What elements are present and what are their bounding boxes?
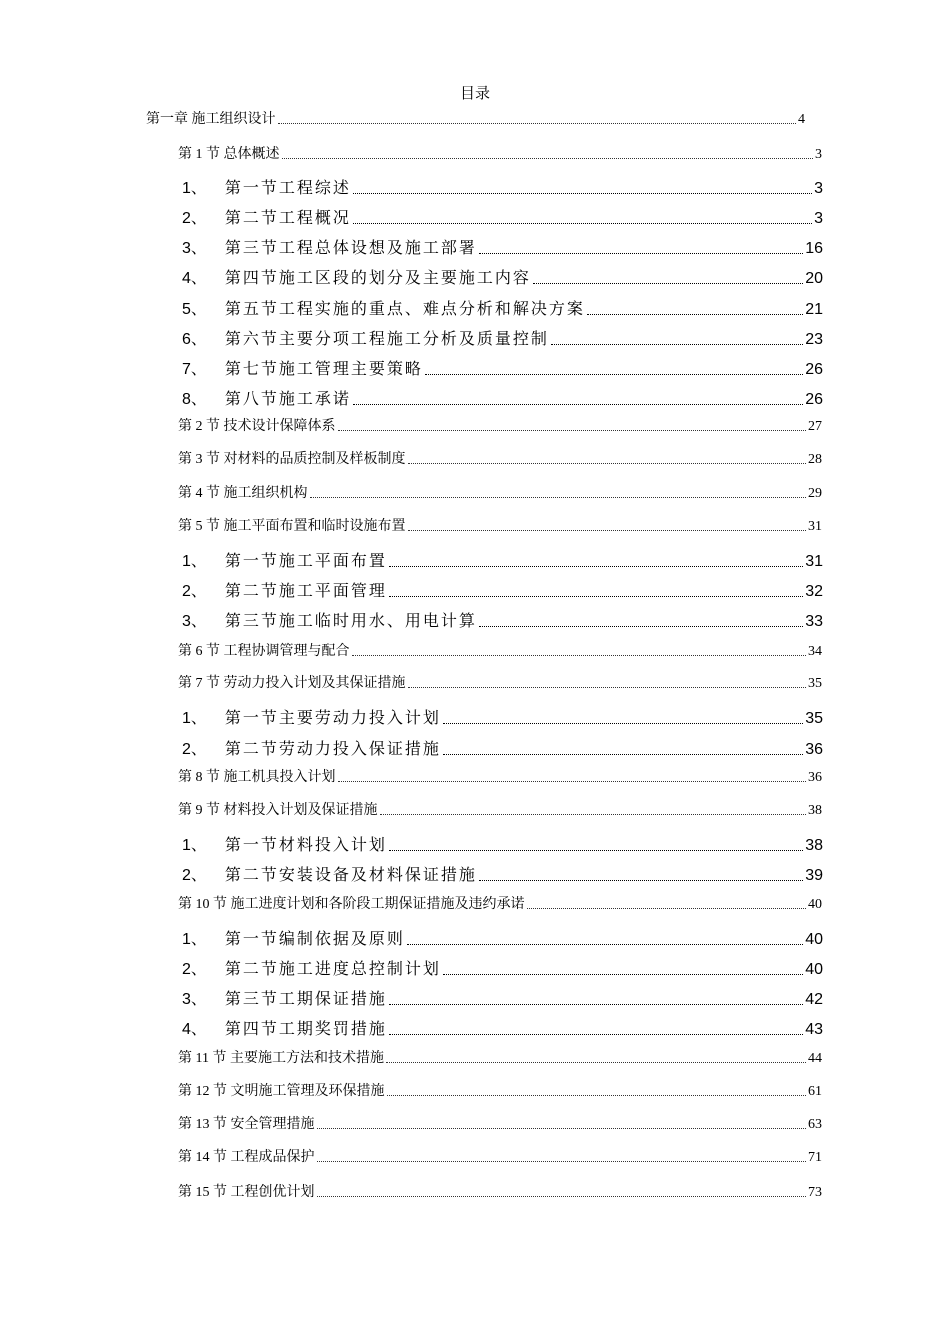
dot-leader — [387, 1095, 807, 1096]
toc-entry-label: 第二节工程概况 — [224, 208, 351, 227]
toc-entry-label: 第一节主要劳动力投入计划 — [224, 708, 441, 727]
toc-entry-label: 第 15 节 工程创优计划 — [178, 1185, 315, 1200]
toc-entry[interactable] — [182, 608, 823, 631]
toc-entry-page-number: 3 — [814, 180, 823, 197]
toc-entry[interactable] — [178, 893, 822, 913]
toc-entry-label: 第二节劳动力投入保证措施 — [224, 739, 441, 758]
toc-entry-number: 7、 — [182, 361, 207, 378]
toc-entry-number: 1、 — [182, 931, 207, 948]
toc-entry-label: 第 5 节 施工平面布置和临时设施布置 — [178, 519, 406, 534]
dot-leader — [389, 596, 803, 597]
toc-entry[interactable] — [178, 415, 822, 435]
toc-entry-page-number: 44 — [808, 1051, 822, 1066]
toc-entry[interactable] — [178, 799, 822, 819]
toc-entry-label: 第 1 节 总体概述 — [178, 147, 280, 162]
toc-entry-page-number: 27 — [808, 419, 822, 434]
toc-entry[interactable] — [178, 1181, 822, 1201]
toc-entry-number: 4、 — [182, 1021, 207, 1038]
toc-entry[interactable] — [182, 736, 823, 759]
toc-entry-page-number: 38 — [805, 837, 823, 854]
dot-leader — [533, 283, 803, 284]
toc-entry[interactable] — [182, 862, 823, 885]
dot-leader — [527, 908, 807, 909]
toc-entry-page-number: 35 — [805, 710, 823, 727]
toc-entry-page-number: 16 — [805, 240, 823, 257]
dot-leader — [408, 463, 807, 464]
toc-entry-label: 第 11 节 主要施工方法和技术措施 — [178, 1051, 384, 1066]
toc-entry-page-number: 31 — [808, 519, 822, 534]
dot-leader — [317, 1161, 807, 1162]
toc-entry[interactable] — [182, 832, 823, 855]
toc-entry-page-number: 33 — [805, 613, 823, 630]
toc-entry-page-number: 42 — [805, 991, 823, 1008]
toc-entry-page-number: 32 — [805, 583, 823, 600]
toc-entry-number: 4、 — [182, 270, 207, 287]
toc-entry[interactable] — [182, 296, 823, 319]
toc-entry-label: 第三节施工临时用水、用电计算 — [224, 611, 477, 630]
toc-entry[interactable] — [182, 926, 823, 949]
toc-entry-label: 第 13 节 安全管理措施 — [178, 1117, 315, 1132]
dot-leader — [352, 655, 807, 656]
toc-entry-number: 2、 — [182, 867, 207, 884]
toc-entry[interactable] — [178, 766, 822, 786]
toc-entry[interactable] — [178, 448, 822, 468]
toc-entry-page-number: 4 — [798, 112, 805, 127]
dot-leader — [386, 1062, 806, 1063]
toc-entry-label: 第五节工程实施的重点、难点分析和解决方案 — [224, 299, 585, 318]
dot-leader — [310, 497, 807, 498]
toc-entry[interactable] — [178, 1113, 822, 1133]
toc-entry-page-number: 73 — [808, 1185, 822, 1200]
toc-entry-label: 第一章 施工组织设计 — [146, 112, 276, 127]
toc-entry-label: 第七节施工管理主要策略 — [224, 359, 423, 378]
dot-leader — [282, 158, 814, 159]
toc-entry-page-number: 20 — [805, 270, 823, 287]
toc-entry-number: 1、 — [182, 180, 207, 197]
toc-entry-number: 3、 — [182, 240, 207, 257]
dot-leader — [408, 687, 807, 688]
toc-entry-label: 第四节工期奖罚措施 — [224, 1019, 387, 1038]
toc-entry-number: 5、 — [182, 301, 207, 318]
toc-entry-label: 第八节施工承诺 — [224, 389, 351, 408]
toc-entry-label: 第 2 节 技术设计保障体系 — [178, 419, 336, 434]
toc-entry[interactable] — [178, 672, 822, 692]
dot-leader — [587, 314, 803, 315]
toc-entry-page-number: 3 — [815, 147, 822, 162]
toc-entry[interactable] — [182, 205, 823, 228]
toc-entry-page-number: 34 — [808, 644, 822, 659]
toc-entry-label: 第 12 节 文明施工管理及环保措施 — [178, 1084, 385, 1099]
toc-entry[interactable] — [178, 515, 822, 535]
dot-leader — [353, 223, 812, 224]
toc-entry-label: 第二节安装设备及材料保证措施 — [224, 865, 477, 884]
dot-leader — [353, 193, 812, 194]
toc-entry-page-number: 36 — [808, 770, 822, 785]
toc-entry-page-number: 21 — [805, 301, 823, 318]
toc-entry-label: 第一节施工平面布置 — [224, 551, 387, 570]
dot-leader — [389, 1004, 803, 1005]
toc-entry[interactable] — [182, 175, 823, 198]
toc-entry[interactable] — [182, 265, 823, 288]
dot-leader — [407, 944, 803, 945]
toc-entry-page-number: 40 — [808, 897, 822, 912]
dot-leader — [443, 754, 803, 755]
toc-entry[interactable] — [182, 548, 823, 571]
toc-entry[interactable] — [182, 326, 823, 349]
toc-entry-label: 第三节工期保证措施 — [224, 989, 387, 1008]
toc-entry[interactable] — [178, 1047, 822, 1067]
toc-entry-label: 第六节主要分项工程施工分析及质量控制 — [224, 329, 549, 348]
toc-entry-label: 第 9 节 材料投入计划及保证措施 — [178, 803, 378, 818]
toc-entry-label: 第 7 节 劳动力投入计划及其保证措施 — [178, 676, 406, 691]
toc-entry-label: 第 8 节 施工机具投入计划 — [178, 770, 336, 785]
dot-leader — [443, 974, 803, 975]
toc-entry-label: 第 14 节 工程成品保护 — [178, 1150, 315, 1165]
toc-entry-page-number: 31 — [805, 553, 823, 570]
toc-entry-page-number: 61 — [808, 1084, 822, 1099]
toc-entry-page-number: 23 — [805, 331, 823, 348]
dot-leader — [338, 781, 807, 782]
dot-leader — [425, 374, 803, 375]
dot-leader — [443, 723, 803, 724]
toc-entry-number: 3、 — [182, 613, 207, 630]
toc-entry[interactable] — [178, 482, 822, 502]
toc-entry-page-number: 40 — [805, 961, 823, 978]
toc-entry-page-number: 3 — [814, 210, 823, 227]
dot-leader — [389, 1034, 803, 1035]
toc-entry[interactable] — [182, 956, 823, 979]
toc-entry-number: 2、 — [182, 210, 207, 227]
toc-entry[interactable] — [182, 356, 823, 379]
toc-entry-page-number: 43 — [805, 1021, 823, 1038]
toc-entry-page-number: 71 — [808, 1150, 822, 1165]
dot-leader — [479, 253, 803, 254]
toc-entry-label: 第四节施工区段的划分及主要施工内容 — [224, 268, 531, 287]
toc-entry[interactable] — [182, 578, 823, 601]
toc-entry[interactable] — [146, 108, 805, 128]
toc-entry-label: 第 10 节 施工进度计划和各阶段工期保证措施及违约承诺 — [178, 897, 525, 912]
toc-entry[interactable] — [182, 1016, 823, 1039]
toc-entry-page-number: 26 — [805, 391, 823, 408]
dot-leader — [278, 123, 797, 124]
toc-entry-page-number: 29 — [808, 486, 822, 501]
dot-leader — [389, 850, 803, 851]
toc-entry-label: 第 4 节 施工组织机构 — [178, 486, 308, 501]
dot-leader — [479, 880, 803, 881]
toc-entry-label: 第 6 节 工程协调管理与配合 — [178, 644, 350, 659]
toc-entry-page-number: 63 — [808, 1117, 822, 1132]
toc-entry-page-number: 38 — [808, 803, 822, 818]
toc-entry-page-number: 39 — [805, 867, 823, 884]
toc-entry-number: 1、 — [182, 553, 207, 570]
dot-leader — [389, 566, 803, 567]
toc-entry[interactable] — [182, 705, 823, 728]
toc-entry-number: 1、 — [182, 837, 207, 854]
toc-entry-number: 8、 — [182, 391, 207, 408]
toc-entry[interactable] — [178, 143, 822, 163]
dot-leader — [408, 530, 807, 531]
toc-entry[interactable] — [182, 986, 823, 1009]
toc-entry-number: 2、 — [182, 583, 207, 600]
toc-entry-label: 第一节材料投入计划 — [224, 835, 387, 854]
dot-leader — [317, 1128, 807, 1129]
toc-entry-page-number: 26 — [805, 361, 823, 378]
toc-entry-number: 3、 — [182, 991, 207, 1008]
dot-leader — [551, 344, 803, 345]
toc-entry-label: 第一节编制依据及原则 — [224, 929, 405, 948]
toc-entry-label: 第三节工程总体设想及施工部署 — [224, 238, 477, 257]
toc-entry-label: 第二节施工进度总控制计划 — [224, 959, 441, 978]
toc-entry-label: 第一节工程综述 — [224, 178, 351, 197]
toc-entry-number: 1、 — [182, 710, 207, 727]
toc-entry-page-number: 40 — [805, 931, 823, 948]
toc-entry-label: 第 3 节 对材料的品质控制及样板制度 — [178, 452, 406, 467]
toc-title: 目录 — [459, 84, 490, 102]
toc-entry[interactable] — [182, 386, 823, 409]
dot-leader — [479, 626, 803, 627]
dot-leader — [353, 404, 803, 405]
toc-entry-number: 6、 — [182, 331, 207, 348]
dot-leader — [338, 430, 807, 431]
toc-entry-page-number: 36 — [805, 741, 823, 758]
toc-entry[interactable] — [178, 640, 822, 660]
toc-entry[interactable] — [178, 1080, 822, 1100]
toc-entry[interactable] — [182, 235, 823, 258]
toc-entry-label: 第二节施工平面管理 — [224, 581, 387, 600]
toc-entry-number: 2、 — [182, 741, 207, 758]
toc-entry-number: 2、 — [182, 961, 207, 978]
dot-leader — [317, 1196, 807, 1197]
toc-entry-page-number: 35 — [808, 676, 822, 691]
toc-entry[interactable] — [178, 1146, 822, 1166]
dot-leader — [380, 814, 807, 815]
toc-entry-page-number: 28 — [808, 452, 822, 467]
